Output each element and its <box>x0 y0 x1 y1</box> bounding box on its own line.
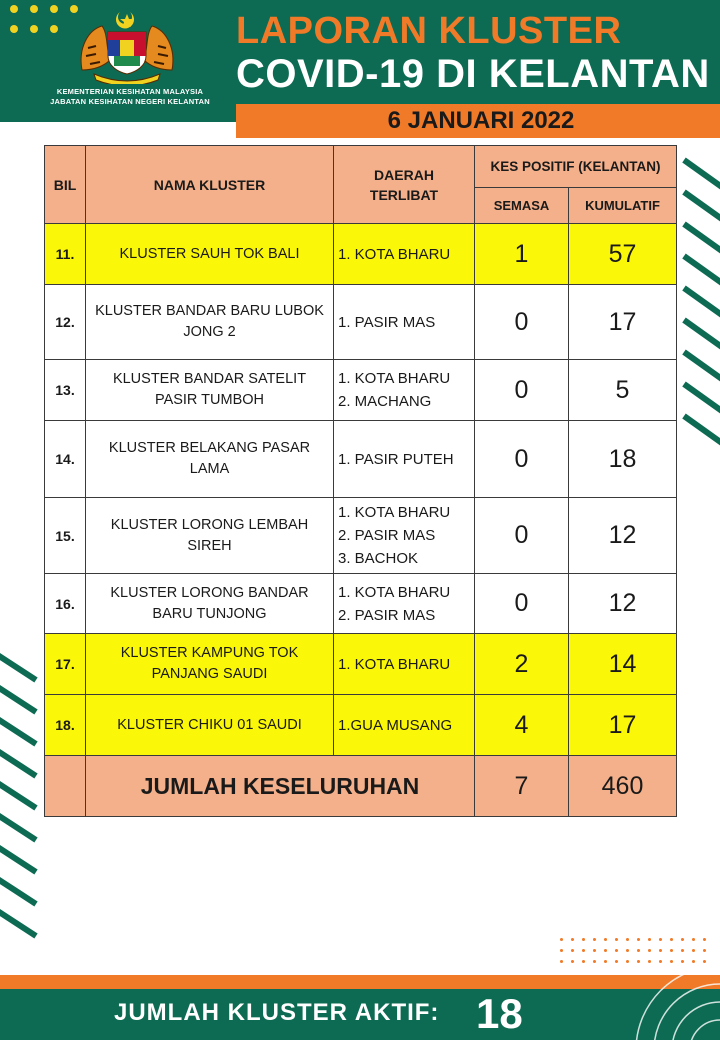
row-daerah <box>334 695 475 756</box>
table-row <box>45 285 677 360</box>
total-bil-cell <box>45 756 86 817</box>
header-bil: BIL <box>45 146 86 224</box>
daerah-item: 1. KOTA BHARU <box>338 583 451 601</box>
table-row <box>45 498 677 574</box>
header <box>0 0 720 140</box>
table-row <box>45 224 677 285</box>
row-kumulatif: 18 <box>569 421 677 498</box>
decorative-stripes-left-icon <box>0 650 42 950</box>
table-row <box>45 421 677 498</box>
header-nama-kluster: NAMA KLUSTER <box>86 146 334 224</box>
daerah-item: 3. BACHOK <box>338 550 419 567</box>
table-row <box>45 634 677 695</box>
row-kumulatif: 14 <box>569 634 677 695</box>
daerah-item: 1. KOTA BHARU <box>338 370 451 387</box>
row-nama-kluster: KLUSTER BANDAR SATELIT PASIR TUMBOH <box>86 360 334 421</box>
table-row <box>45 574 677 634</box>
row-semasa: 1 <box>475 224 569 285</box>
row-daerah <box>334 360 475 421</box>
row-daerah <box>334 421 475 498</box>
row-nama-kluster: KLUSTER CHIKU 01 SAUDI <box>86 695 334 756</box>
row-semasa: 0 <box>475 498 569 574</box>
active-cluster-label: JUMLAH KLUSTER AKTIF: <box>114 999 440 1026</box>
report-subtitle: COVID-19 DI KELANTAN <box>236 52 710 96</box>
total-row <box>45 756 677 817</box>
row-daerah <box>334 634 475 695</box>
row-daerah <box>334 285 475 360</box>
row-kumulatif: 12 <box>569 498 677 574</box>
report-title: LAPORAN KLUSTER <box>236 10 622 52</box>
row-kumulatif: 57 <box>569 224 677 285</box>
table-body <box>45 224 677 756</box>
daerah-item: 1. PASIR PUTEH <box>338 450 454 468</box>
decorative-stripes-right-icon <box>676 150 720 460</box>
ministry-line-1: KEMENTERIAN KESIHATAN MALAYSIA <box>56 87 204 96</box>
row-semasa: 0 <box>475 360 569 421</box>
table-row <box>45 695 677 756</box>
row-kumulatif: 17 <box>569 285 677 360</box>
row-bil: 16. <box>45 574 86 634</box>
total-semasa: 7 <box>475 756 569 817</box>
header-daerah-terlibat: DAERAH TERLIBAT <box>334 146 475 224</box>
header-kumulatif: KUMULATIF <box>569 188 677 224</box>
row-kumulatif: 17 <box>569 695 677 756</box>
row-nama-kluster: KLUSTER BELAKANG PASAR LAMA <box>86 421 334 498</box>
row-nama-kluster: KLUSTER LORONG BANDAR BARU TUNJONG <box>86 574 334 634</box>
row-nama-kluster: KLUSTER SAUH TOK BALI <box>86 224 334 285</box>
date-bar <box>236 104 720 138</box>
report-date: 6 JANUARI 2022 <box>242 107 720 135</box>
header-semasa: SEMASA <box>475 188 569 224</box>
row-daerah <box>334 498 475 574</box>
row-bil: 14. <box>45 421 86 498</box>
decorative-arcs-icon <box>610 960 720 1040</box>
active-cluster-count: 18 <box>476 990 523 1037</box>
daerah-item: 1. PASIR MAS <box>338 313 436 331</box>
daerah-item: 1. KOTA BHARU <box>338 655 451 673</box>
daerah-item: 2. MACHANG <box>338 393 432 410</box>
row-bil: 15. <box>45 498 86 574</box>
table-row <box>45 360 677 421</box>
row-bil: 11. <box>45 224 86 285</box>
daerah-item: 1. KOTA BHARU <box>338 245 451 263</box>
total-kumulatif: 460 <box>569 756 677 817</box>
row-kumulatif: 12 <box>569 574 677 634</box>
ministry-name <box>40 87 220 107</box>
header-kes-positif: KES POSITIF (KELANTAN) <box>475 146 677 188</box>
row-bil: 18. <box>45 695 86 756</box>
row-bil: 17. <box>45 634 86 695</box>
ministry-line-2: JABATAN KESIHATAN NEGERI KELANTAN <box>50 97 210 106</box>
table-header-row <box>45 146 677 188</box>
daerah-item: 2. PASIR MAS <box>338 527 436 544</box>
row-semasa: 0 <box>475 574 569 634</box>
daerah-item: 1.GUA MUSANG <box>338 716 453 734</box>
row-semasa: 0 <box>475 421 569 498</box>
cluster-table <box>44 145 677 817</box>
row-nama-kluster: KLUSTER BANDAR BARU LUBOK JONG 2 <box>86 285 334 360</box>
row-nama-kluster: KLUSTER KAMPUNG TOK PANJANG SAUDI <box>86 634 334 695</box>
row-bil: 13. <box>45 360 86 421</box>
total-label: JUMLAH KESELURUHAN <box>86 756 475 817</box>
row-semasa: 2 <box>475 634 569 695</box>
row-bil: 12. <box>45 285 86 360</box>
row-daerah <box>334 224 475 285</box>
decorative-dots-icon <box>10 5 80 35</box>
row-kumulatif: 5 <box>569 360 677 421</box>
row-nama-kluster: KLUSTER LORONG LEMBAH SIREH <box>86 498 334 574</box>
daerah-item: 2. PASIR MAS <box>338 606 436 624</box>
row-semasa: 4 <box>475 695 569 756</box>
malaysia-coat-of-arms-icon <box>74 8 180 84</box>
row-daerah <box>334 574 475 634</box>
daerah-item: 1. KOTA BHARU <box>338 504 451 521</box>
row-semasa: 0 <box>475 285 569 360</box>
